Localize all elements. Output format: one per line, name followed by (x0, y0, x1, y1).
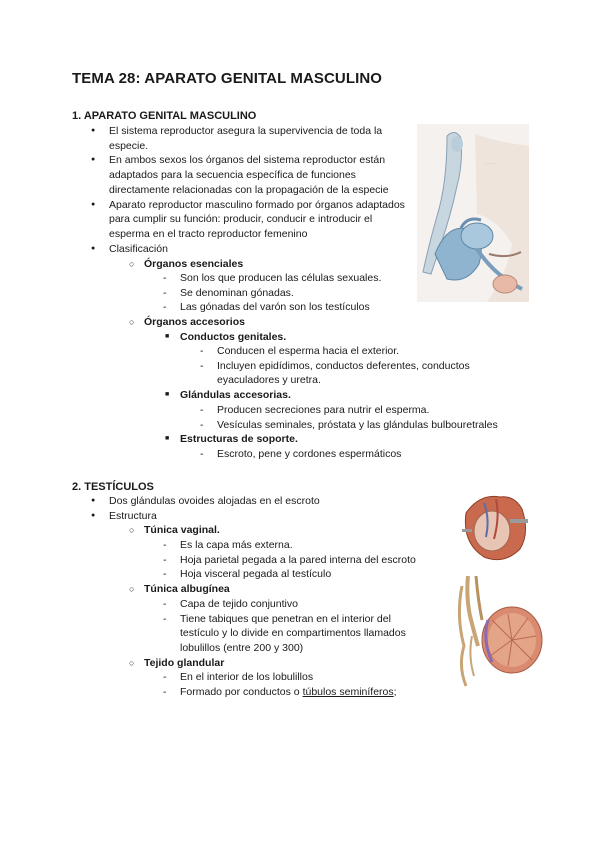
tunica-vaginal-label: ○ Túnica vaginal. (129, 523, 389, 538)
cord-vessel-shape (476, 576, 482, 620)
organos-esenciales-list (129, 257, 409, 272)
conductos-items (198, 344, 498, 388)
tunica-albuginea-list (129, 582, 389, 597)
tunica-vaginal-items (161, 538, 451, 582)
cord-branch-shape (470, 636, 474, 676)
section-1-bullets (89, 124, 407, 256)
pelvis-sagittal-diagram (417, 124, 529, 302)
section-2-title: 2. TESTÍCULOS (72, 481, 154, 493)
list-item: - Producen secreciones para nutrir el esperma. (198, 403, 528, 418)
tejido-glandular-list (129, 656, 389, 671)
organos-esenciales-label: ○ Órganos esenciales (129, 257, 409, 272)
organos-accesorios-label: ○ Órganos accesorios (129, 315, 409, 330)
tunica-albuginea-items (161, 597, 423, 656)
list-item: - Se denominan gónadas. (161, 286, 421, 301)
tunica-vaginal-list (129, 523, 389, 538)
estructuras-items (198, 447, 498, 462)
list-item: - Incluyen epidídimos, conductos deferentes, conductos eyaculadores y uretra. (198, 359, 498, 388)
list-item: - Hoja visceral pegada al testículo (161, 567, 451, 582)
list-item: ● Aparato reproductor masculino formado por órganos adaptados para cumplir su función: producir, conducir e introducir el esperma en el tracto reproductor femenino (89, 198, 407, 242)
list-item: ● Estructura (89, 509, 409, 524)
estructuras-list (165, 432, 465, 447)
list-item: - Conducen el esperma hacia el exterior. (198, 344, 498, 359)
diagram-watermark: ~~~ (485, 161, 498, 168)
estructuras-label: ■ Estructuras de soporte. (165, 432, 465, 447)
conductos-label: ■ Conductos genitales. (165, 330, 465, 345)
bladder-shape (461, 223, 493, 249)
list-item: ● En ambos sexos los órganos del sistema reproductor están adaptados para la secuencia específica de funciones directamente relacionadas con la propagación de la especie (89, 153, 407, 197)
list-item: - Vesículas seminales, próstata y las glándulas bulbouretrales (198, 418, 528, 433)
glandulas-label: ■ Glándulas accesorias. (165, 388, 465, 403)
list-item: ● Dos glándulas ovoides alojadas en el escroto (89, 494, 409, 509)
organos-esenciales-items (161, 271, 421, 315)
vas-deferens-shape (459, 586, 466, 686)
tejido-glandular-items (161, 670, 451, 699)
tejido-glandular-label: ○ Tejido glandular (129, 656, 389, 671)
list-item: - Las gónadas del varón son los testículos (161, 300, 421, 315)
list-item-text: Formado por conductos o (180, 685, 303, 698)
testis-shape (474, 511, 510, 551)
list-item: - Escroto, pene y cordones espermáticos (198, 447, 498, 462)
clamp-shape (510, 519, 528, 523)
section-1-title: 1. APARATO GENITAL MASCULINO (72, 110, 257, 122)
list-item: - Hoja parietal pegada a la pared interna del escroto (161, 553, 451, 568)
scrotum-diagram (460, 489, 530, 563)
section-2-bullets (89, 494, 409, 523)
list-item: - En el interior de los lobulillos (161, 670, 451, 685)
list-item: - Capa de tejido conjuntivo (161, 597, 423, 612)
glandulas-items (198, 403, 528, 432)
tunica-albuginea-label: ○ Túnica albugínea (129, 582, 389, 597)
tubulos-link-text: túbulos seminíferos (302, 685, 394, 698)
list-item: ● El sistema reproductor asegura la supervivencia de toda la especie. (89, 124, 407, 153)
list-item: ● Clasificación (89, 242, 407, 257)
testis-shape (493, 275, 517, 293)
organos-accesorios-list (129, 315, 409, 330)
list-item: - Son los que producen las células sexuales. (161, 271, 421, 286)
list-item (161, 685, 451, 700)
page-title: TEMA 28: APARATO GENITAL MASCULINO (72, 70, 383, 87)
vertebra-shape (451, 136, 463, 152)
glandulas-list (165, 388, 465, 403)
conductos-list (165, 330, 465, 345)
clamp-shape (462, 529, 472, 532)
list-item: - Es la capa más externa. (161, 538, 451, 553)
list-item-suffix: ; (393, 685, 397, 698)
list-item: - Tiene tabiques que penetran en el interior del testículo y lo divide en compartimentos llamados lobulillos (entre 200 y 300) (161, 612, 423, 656)
testis-cord-diagram (448, 576, 550, 690)
